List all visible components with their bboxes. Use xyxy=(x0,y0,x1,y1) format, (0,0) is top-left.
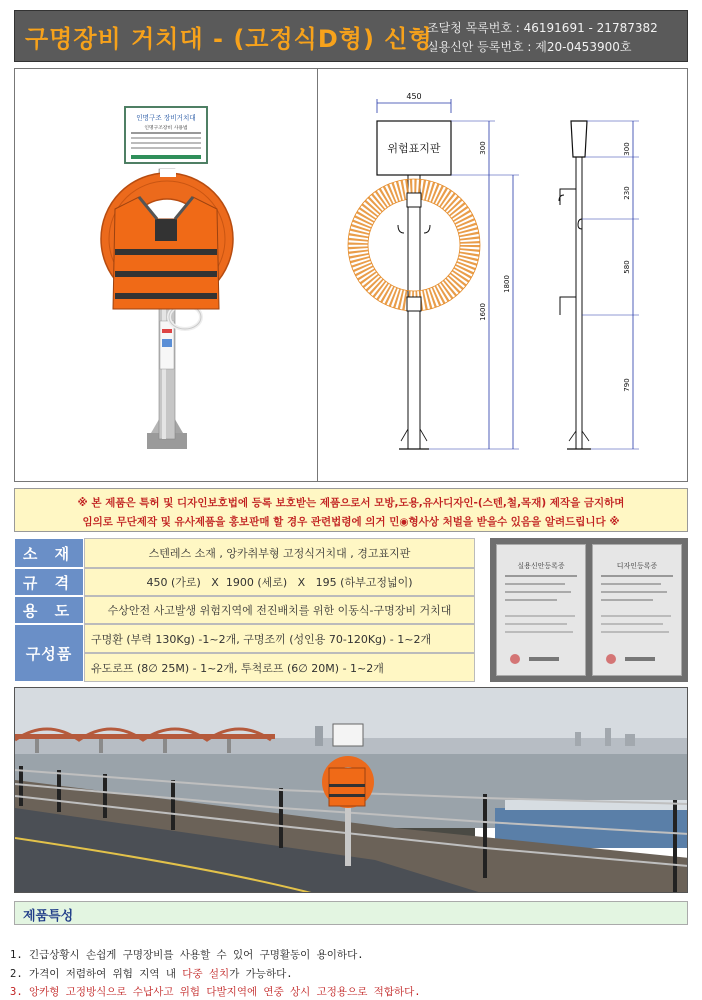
warning-line-2: 임의로 무단제작 및 유사제품을 홍보판매 할 경우 관련법령에 의거 민◉형사상 처벌을 받을수 있음을 알려드립니다 ※ xyxy=(82,516,620,528)
certificate-1-title: 실용신안등록증 xyxy=(517,562,565,570)
technical-drawing xyxy=(348,92,639,449)
spec-value-component-2: 유도로프 (8∅ 25M) - 1~2개, 투척로프 (6∅ 20M) - 1~2개 xyxy=(84,653,475,682)
feature-item-2-suffix: 가 가능하다. xyxy=(229,968,293,980)
product-photo-and-drawing xyxy=(15,69,687,481)
installation-photo xyxy=(14,687,688,893)
registration-number: 실용신안 등록번호 : 제20-0453900호 xyxy=(427,40,632,54)
dim-side-3: 580 xyxy=(623,260,631,274)
drawing-sign-text: 위험표지판 xyxy=(387,142,441,155)
certificate-1-body xyxy=(505,575,577,671)
certificate-design xyxy=(592,544,682,676)
certificate-2-title: 디자인등록증 xyxy=(616,562,658,570)
spec-value-material: 스텐레스 소재 , 앙카취부형 고정식거치대 , 경고표지판 xyxy=(84,538,475,568)
warning-line-1: ※ 본 제품은 특허 및 디자인보호법에 등록 보호받는 제품으로서 모방,도용,유사디자인-(스텐,철,목재) 제작을 금지하며 xyxy=(77,497,625,509)
spec-label-material: 소 재 xyxy=(14,538,84,568)
header-bar xyxy=(14,10,688,62)
dim-total-height: 1800 xyxy=(503,275,511,293)
spec-label-use: 용 도 xyxy=(14,596,84,624)
riverside-scene xyxy=(15,688,688,893)
features-header xyxy=(14,901,688,925)
features-title: 제품특성 xyxy=(23,909,74,924)
certificates-panel xyxy=(490,538,688,682)
dim-side-4: 790 xyxy=(623,378,631,392)
dim-width: 450 xyxy=(406,92,422,101)
dim-side-1: 300 xyxy=(623,142,631,156)
spec-value-component-1: 구명환 (부력 130Kg) -1~2개, 구명조끼 (성인용 70-120Kg) - 1~2개 xyxy=(84,624,475,653)
feature-item-1: 1. 긴급상황시 손쉽게 구명장비를 사용할 수 있어 구명활동이 용이하다. xyxy=(10,949,364,961)
copyright-warning xyxy=(14,488,688,532)
feature-item-3: 3. 앙카형 고정방식으로 수납사고 위험 다발지역에 연중 상시 고정용으로 적합하다. xyxy=(10,986,421,998)
dim-pole-height: 1600 xyxy=(479,303,487,321)
certificate-utility-model xyxy=(496,544,586,676)
photo-sign-title: 인명구조 장비거치대 xyxy=(136,114,196,122)
spec-label-components: 구성품 xyxy=(14,624,84,682)
spec-label-size: 규 격 xyxy=(14,568,84,596)
dim-sign-height: 300 xyxy=(479,141,487,155)
feature-item-2 xyxy=(10,966,293,981)
spec-value-use: 수상안전 사고발생 위험지역에 전진배치를 위한 이동식-구명장비 거치대 xyxy=(84,596,475,624)
product-photo xyxy=(101,107,233,449)
certificate-2-body xyxy=(601,575,673,671)
spec-value-size: 450 (가로) X 1900 (세로) X 195 (하부고정넓이) xyxy=(84,568,475,596)
catalog-number: 조달청 목록번호 : 46191691 - 21787382 xyxy=(427,21,658,35)
feature-item-2-highlight: 다중 설치 xyxy=(182,968,230,980)
page-title: 구명장비 거치대 - (고정식D형) 신형 xyxy=(25,25,433,53)
spec-table xyxy=(14,538,475,682)
feature-item-2-prefix: 2. 가격이 저렴하여 위험 지역 내 xyxy=(10,968,183,980)
product-figure-panel xyxy=(14,68,688,482)
figure-divider xyxy=(317,69,318,481)
dim-side-2: 230 xyxy=(623,186,631,200)
photo-sign-subtitle: 인명구조장비 사용법 xyxy=(144,126,188,131)
